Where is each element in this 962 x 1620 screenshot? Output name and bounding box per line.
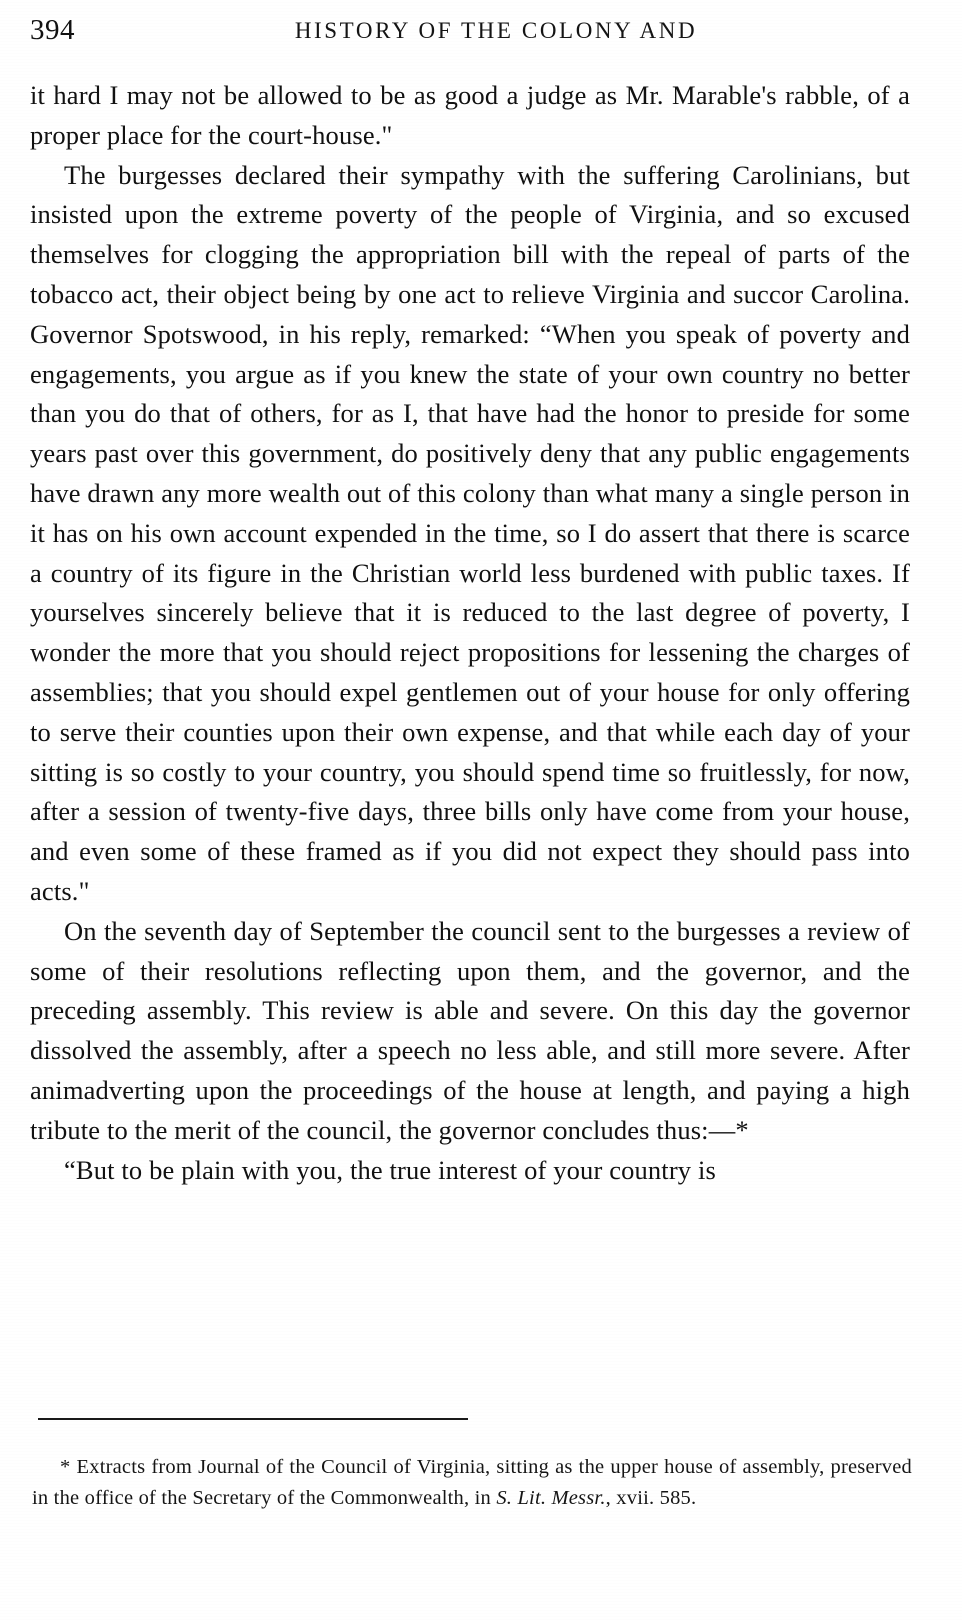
paragraph-burgesses: The burgesses declared their sympathy with the suffering Carolinians, but insisted upon the extreme poverty of the people of Virginia, and so excused themselves for clogging the appropriation bill with the repeal of parts of the tobacco act, their object being by one act to relieve Virginia and succor Carolina. Governor Spotswood, in his reply, remarked: “When you speak of poverty and engagements, you argue as if you knew the state of your own country no better than you do that of others, for as I, that have had the honor to preside for some years past over this government, do positively deny that any public engagements have drawn any more wealth out of this colony than what many a single person in it has on his own account expended in the time, so I do assert that there is scarce a country of its figure in the Christian world less burdened with public taxes. If yourselves sincerely believe that it is reduced to the last degree of poverty, I wonder the more that you should reject propositions for lessening the charges of assemblies; that you should expel gentlemen out of your house for only offering to serve their counties upon their own expense, and that while each day of your sitting is so costly to your country, you should spend time so fruitlessly, for now, after a session of twenty-five days, three bills only have come from your house, and even some of these framed as if you did not expect they should pass into acts."	[30, 159, 910, 906]
footnote-text	[32, 1452, 912, 1514]
paragraph-seventh-day: On the seventh day of September the council sent to the burgesses a review of some of their resolutions reflecting upon them, and the governor, and the preceding assembly. This review is able and severe. On this day the governor dissolved the assembly, after a speech no less able, and still more severe. After animadverting upon the proceedings of the house at length, and paying a high tribute to the merit of the council, the governor concludes thus:—*	[30, 915, 910, 1145]
page-number: 394	[30, 14, 75, 46]
page-header	[30, 14, 932, 54]
paragraph-continuation: it hard I may not be allowed to be as good a judge as Mr. Marable's rabble, of a proper place for the court-house."	[30, 80, 910, 150]
footnote-divider	[38, 1418, 468, 1420]
running-head: HISTORY OF THE COLONY AND	[294, 18, 698, 43]
footnote-text-after: , xvii. 585.	[605, 1487, 697, 1509]
footnote-text-before: * Extracts from Journal of the Council of Virginia, sitting as the upper house of assembly, preserved in the office of the Secretary of the Commonwealth, in	[32, 1456, 912, 1509]
body-text	[30, 76, 910, 1190]
paragraph-quote-plain: “But to be plain with you, the true interest of your country is	[64, 1154, 716, 1185]
footnote	[32, 1452, 912, 1514]
footnote-italic-title: S. Lit. Messr.	[496, 1487, 606, 1509]
